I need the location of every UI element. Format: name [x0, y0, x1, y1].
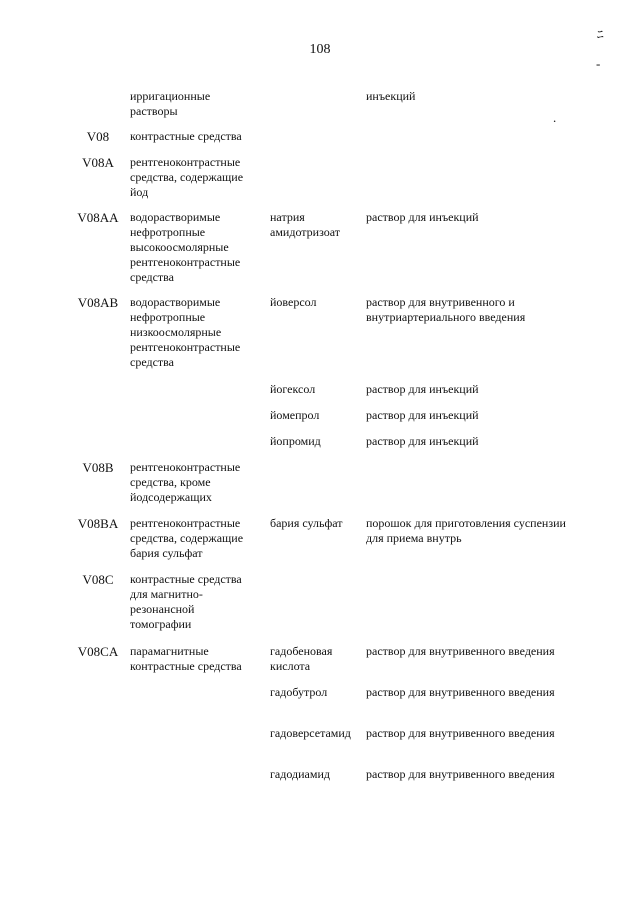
drug-name: йомепрол [270, 408, 320, 422]
drug-name: гадодиамид [270, 767, 330, 781]
drug-name: гадобутрол [270, 685, 328, 699]
atc-group-name: рентгеноконтрастные средства, содержащие йод [130, 155, 244, 199]
dosage-form: раствор для инъекций [366, 382, 479, 396]
dosage-form: порошок для приготовления суспензии для приема внутрь [366, 516, 566, 545]
dosage-form: раствор для внутривенного введения [366, 726, 555, 740]
atc-code: V08C [82, 572, 114, 587]
drug-name: гадоверсетамид [270, 726, 351, 740]
drug-name: бария сульфат [270, 516, 343, 530]
atc-group-name: рентгеноконтрастные средства, содержащие бария сульфат [130, 516, 244, 560]
atc-group-name: парамагнитные контрастные средства [130, 644, 242, 673]
corner-mark-1: ﾆ [597, 27, 604, 42]
atc-group-name: ирригационные растворы [130, 89, 211, 118]
dosage-form: раствор для инъекций [366, 434, 479, 448]
corner-mark-2: - [596, 56, 601, 71]
dosage-form: раствор для внутривенного введения [366, 685, 555, 699]
drug-name: йопромид [270, 434, 321, 448]
atc-code: V08CA [77, 644, 119, 659]
atc-code: V08A [82, 155, 114, 170]
atc-group-name: водорастворимые нефротропные высокоосмолярные рентгеноконтрастные средства [130, 210, 241, 284]
dosage-form: раствор для внутривенного введения [366, 767, 555, 781]
page-number: 108 [309, 42, 331, 57]
drug-name: гадобеновая кислота [270, 644, 333, 673]
dosage-form: раствор для внутривенного и внутриартериального введения [366, 295, 526, 324]
drug-name: йогексол [270, 382, 316, 396]
atc-code: V08 [86, 129, 110, 144]
dosage-form: инъекций [366, 89, 416, 103]
atc-code: V08AB [77, 295, 119, 310]
corner-mark-3: . [553, 110, 557, 125]
atc-group-name: контрастные средства для магнитно-резонансной томографии [130, 572, 242, 631]
dosage-form: раствор для инъекций [366, 408, 479, 422]
atc-group-name: контрастные средства [130, 129, 242, 143]
atc-group-name: рентгеноконтрастные средства, кроме йодсодержащих [130, 460, 241, 504]
drug-name: натрия амидотризоат [270, 210, 341, 239]
dosage-form: раствор для инъекций [366, 210, 479, 224]
atc-code: V08AA [77, 210, 119, 225]
dosage-form: раствор для внутривенного введения [366, 644, 555, 658]
atc-code: V08BA [77, 516, 119, 531]
atc-group-name: водорастворимые нефротропные низкоосмолярные рентгеноконтрастные средства [130, 295, 241, 369]
atc-code: V08B [82, 460, 114, 475]
drug-name: йоверсол [270, 295, 317, 309]
